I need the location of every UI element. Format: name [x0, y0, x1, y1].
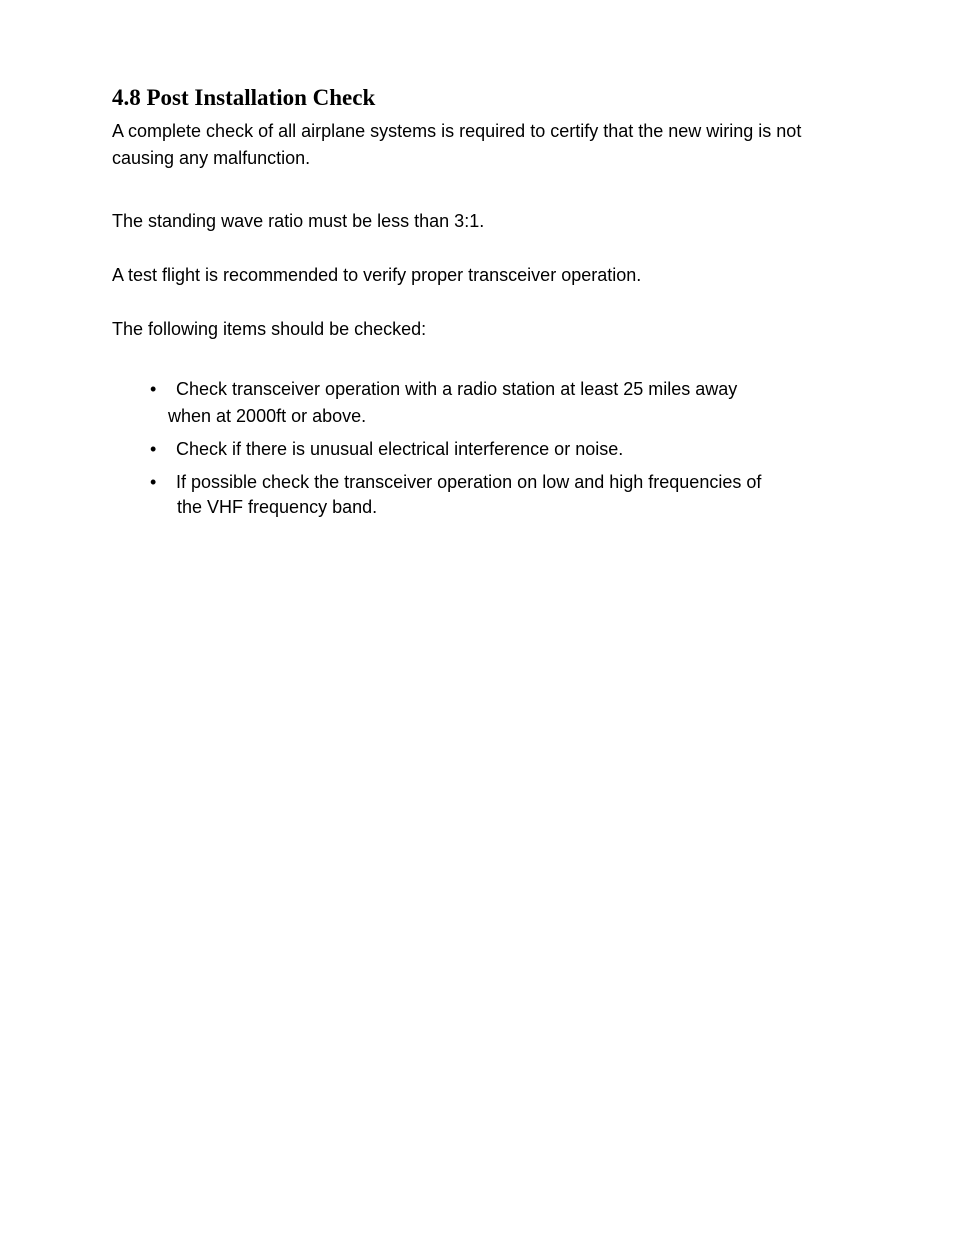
intro-paragraph: A complete check of all airplane systems is required to certify that the new wiring is not causing any malfunction. [112, 121, 802, 168]
checklist-item-text-continued: the VHF frequency band. [177, 497, 378, 517]
checklist-item-text: If possible check the transceiver operation on low and high frequencies of [176, 472, 762, 492]
bullet-icon: • [150, 472, 157, 492]
test-flight-paragraph: A test flight is recommended to verify proper transceiver operation. [112, 265, 642, 285]
bullet-icon: • [150, 379, 157, 399]
checklist-item-text: Check if there is unusual electrical interference or noise. [176, 439, 624, 459]
checklist-intro-paragraph: The following items should be checked: [112, 319, 427, 339]
section-heading: 4.8 Post Installation Check [112, 85, 376, 110]
swr-paragraph: The standing wave ratio must be less than 3:1. [112, 211, 485, 231]
bullet-icon: • [150, 439, 157, 459]
checklist-item-text: Check transceiver operation with a radio station at least 25 miles away [176, 379, 738, 399]
checklist-item-text-continued: when at 2000ft or above. [168, 406, 367, 426]
